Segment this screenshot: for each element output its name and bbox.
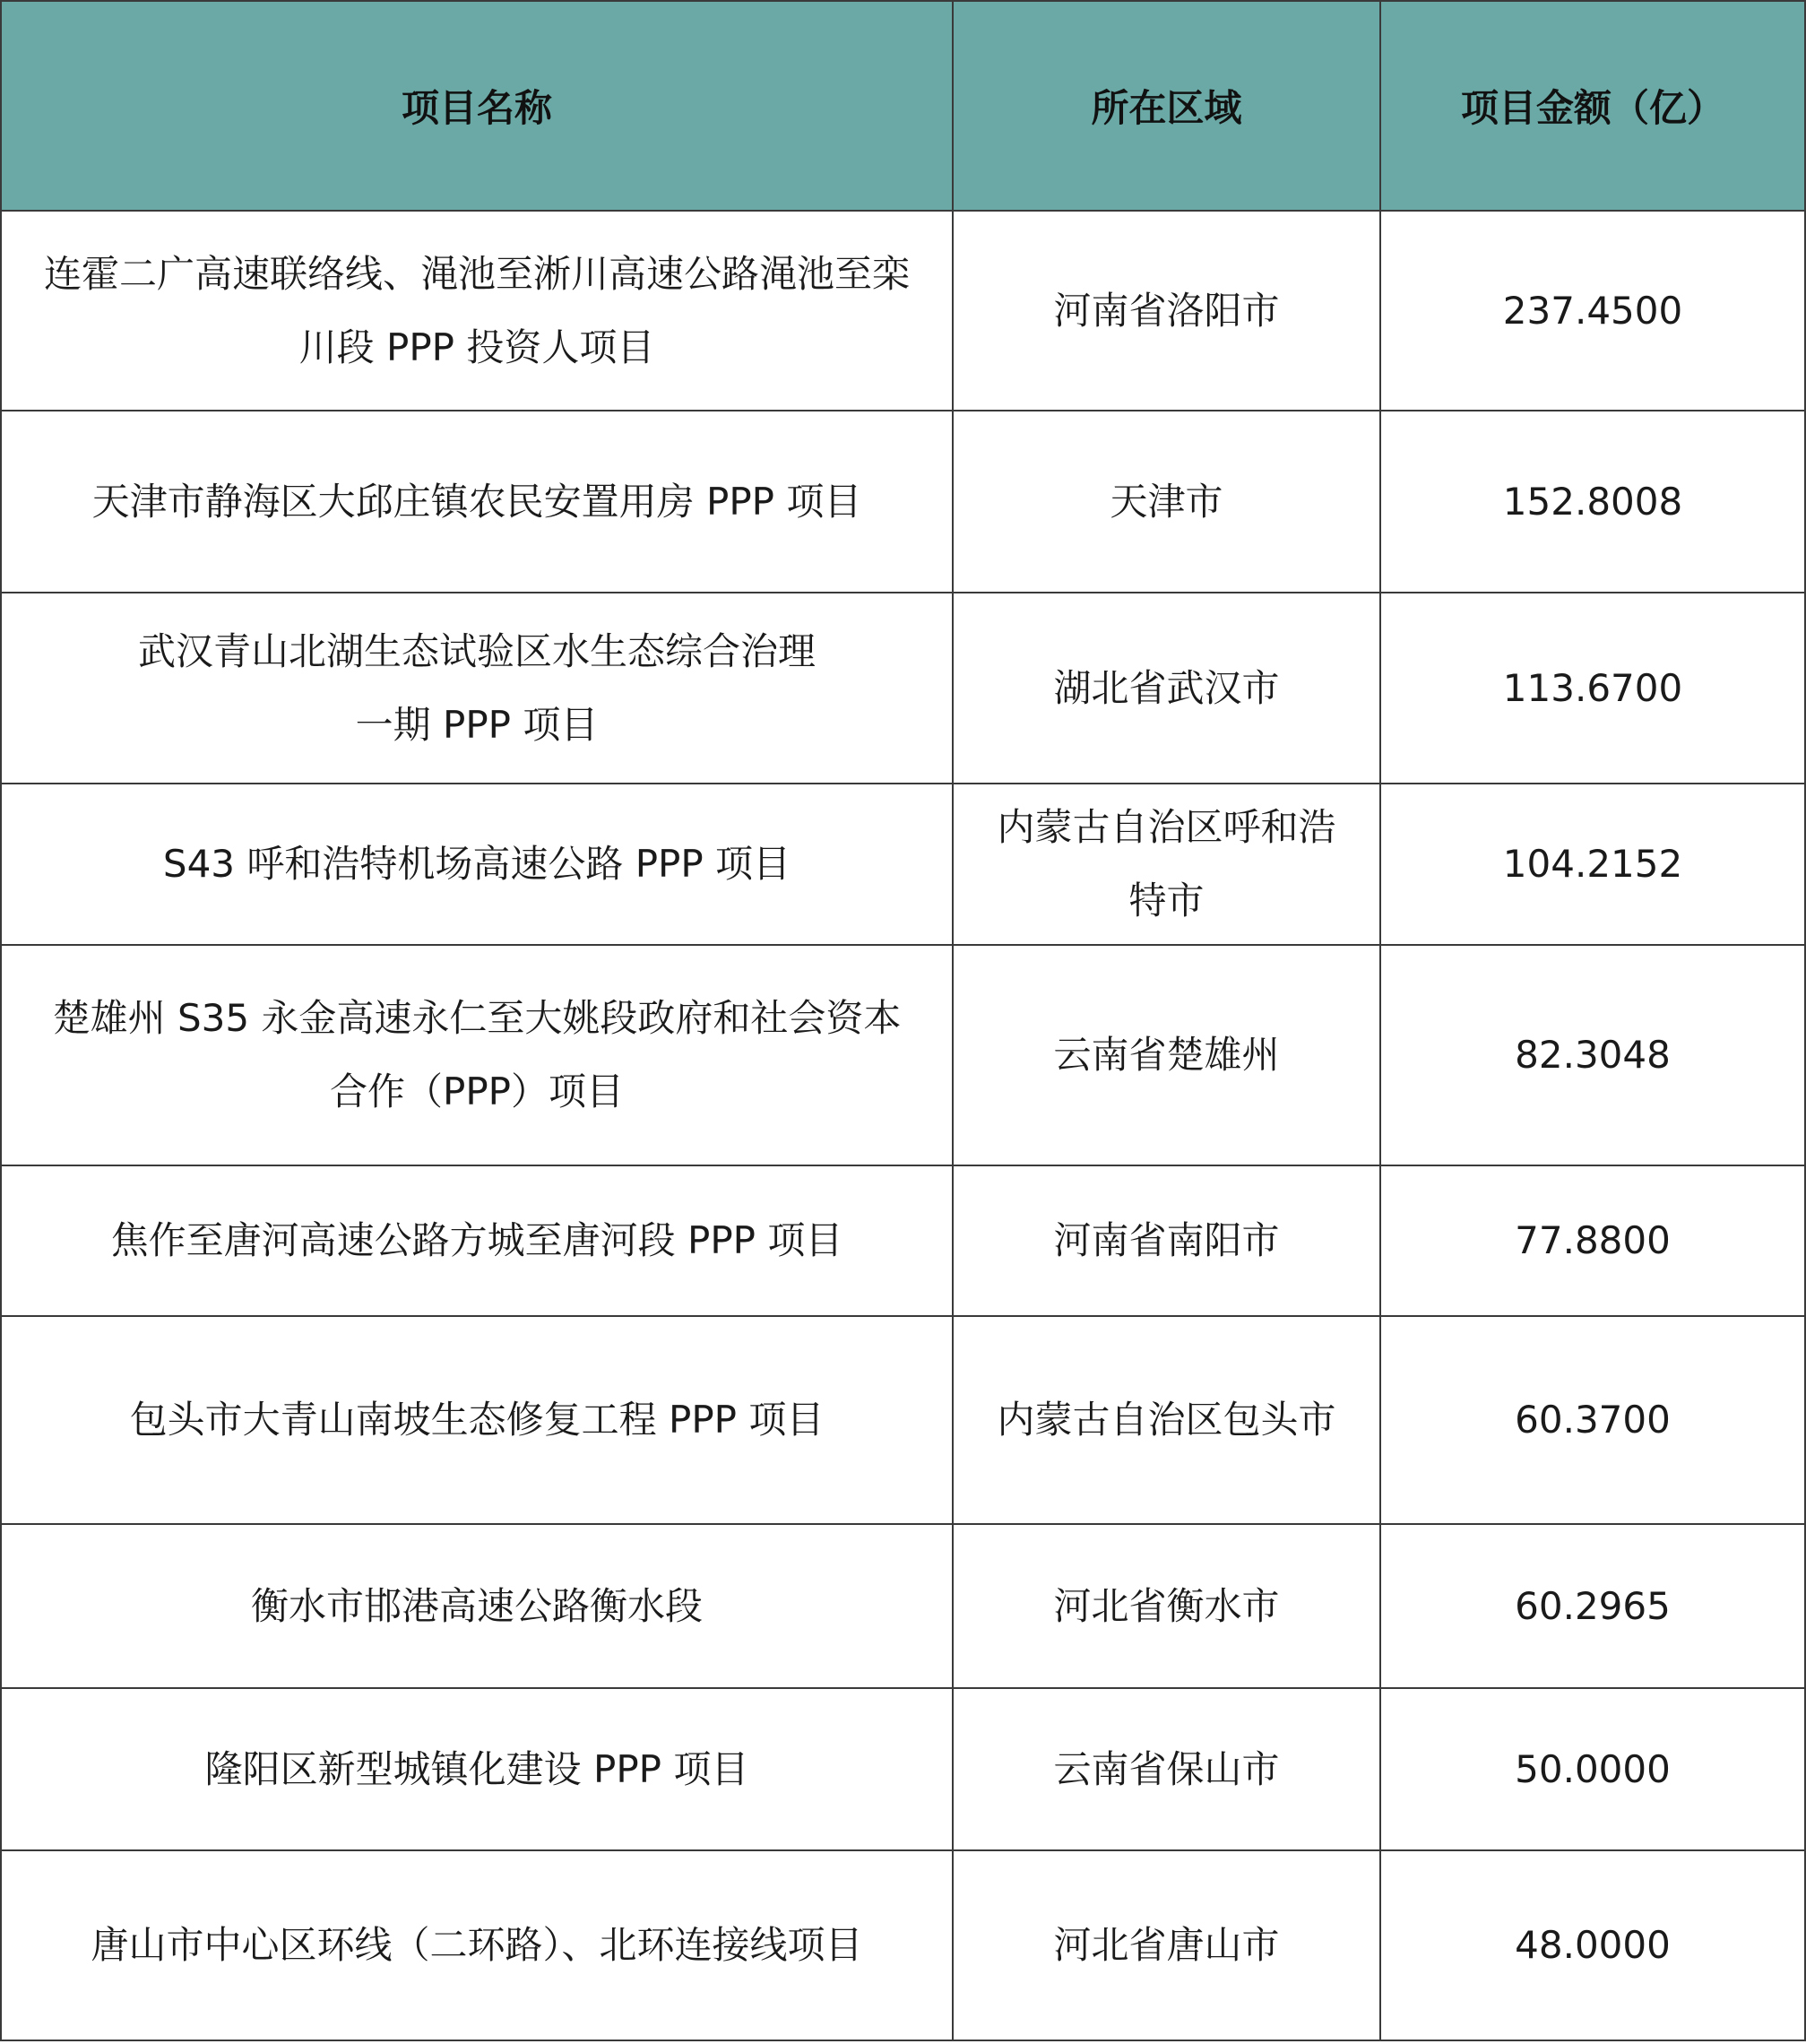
region-cell <box>953 411 1380 593</box>
region-line: 特市 <box>1128 879 1205 922</box>
header-project-name: 项目名称 <box>1 1 953 211</box>
region-cell <box>953 1316 1380 1524</box>
region-line: 湖北省武汉市 <box>1053 665 1280 710</box>
amount-cell: 77.8800 <box>1380 1165 1805 1316</box>
table-row <box>1 1688 1805 1850</box>
table-row <box>1 1316 1805 1524</box>
region-line: 内蒙古自治区呼和浩 <box>997 805 1336 849</box>
region-cell <box>953 1688 1380 1850</box>
project-name-line: 楚雄州 S35 永金高速永仁至大姚段政府和社会资本 <box>52 996 902 1040</box>
region-cell <box>953 945 1380 1165</box>
project-name-line: 天津市静海区大邱庄镇农民安置用房 PPP 项目 <box>91 479 862 524</box>
region-line: 内蒙古自治区包头市 <box>997 1398 1336 1442</box>
header-amount: 项目金额（亿） <box>1380 1 1805 211</box>
project-name-cell <box>1 211 953 411</box>
table-row <box>1 1165 1805 1316</box>
amount-cell: 48.0000 <box>1380 1850 1805 2040</box>
region-cell <box>953 784 1380 945</box>
project-name-cell <box>1 1165 953 1316</box>
region-line: 天津市 <box>1110 479 1223 524</box>
amount-cell: 60.3700 <box>1380 1316 1805 1524</box>
table-row <box>1 1524 1805 1688</box>
region-line: 云南省保山市 <box>1053 1746 1280 1791</box>
region-cell <box>953 1524 1380 1688</box>
header-region: 所在区域 <box>953 1 1380 211</box>
region-cell <box>953 1165 1380 1316</box>
amount-cell: 82.3048 <box>1380 945 1805 1165</box>
header-row <box>1 1 1805 211</box>
table-row <box>1 784 1805 945</box>
region-line: 河北省衡水市 <box>1053 1583 1280 1628</box>
amount-cell: 60.2965 <box>1380 1524 1805 1688</box>
project-name-line: 隆阳区新型城镇化建设 PPP 项目 <box>204 1746 749 1791</box>
amount-cell: 50.0000 <box>1380 1688 1805 1850</box>
project-name-cell <box>1 411 953 593</box>
region-cell <box>953 211 1380 411</box>
project-name-line: 包头市大青山南坡生态修复工程 PPP 项目 <box>129 1398 825 1442</box>
project-name-line: 连霍二广高速联络线、渑池至淅川高速公路渑池至栾 <box>43 251 910 296</box>
project-name-cell <box>1 1524 953 1688</box>
project-name-cell <box>1 1850 953 2040</box>
project-name-line: 衡水市邯港高速公路衡水段 <box>250 1583 703 1628</box>
region-line: 河南省洛阳市 <box>1053 288 1280 333</box>
region-line: 河北省唐山市 <box>1053 1923 1280 1967</box>
amount-cell: 152.8008 <box>1380 411 1805 593</box>
project-name-line: 焦作至唐河高速公路方城至唐河段 PPP 项目 <box>110 1218 843 1262</box>
project-name-line: S43 呼和浩特机场高速公路 PPP 项目 <box>162 842 791 886</box>
region-line: 河南省南阳市 <box>1053 1218 1280 1262</box>
project-name-cell <box>1 593 953 784</box>
table-row <box>1 593 1805 784</box>
project-name-line: 合作（PPP）项目 <box>330 1070 624 1113</box>
project-name-cell <box>1 1316 953 1524</box>
amount-cell: 104.2152 <box>1380 784 1805 945</box>
project-name-cell <box>1 945 953 1165</box>
table-row <box>1 411 1805 593</box>
table-row <box>1 945 1805 1165</box>
project-name-line: 一期 PPP 项目 <box>355 702 599 747</box>
amount-cell: 237.4500 <box>1380 211 1805 411</box>
table-row <box>1 211 1805 411</box>
project-name-cell <box>1 784 953 945</box>
region-cell <box>953 1850 1380 2040</box>
amount-cell: 113.6700 <box>1380 593 1805 784</box>
region-line: 云南省楚雄州 <box>1053 1033 1280 1077</box>
project-name-cell <box>1 1688 953 1850</box>
table-row <box>1 1850 1805 2040</box>
region-cell <box>953 593 1380 784</box>
project-name-line: 唐山市中心区环线（二环路）、北环连接线项目 <box>91 1923 863 1967</box>
project-name-line: 川段 PPP 投资人项目 <box>298 325 655 369</box>
project-name-line: 武汉青山北湖生态试验区水生态综合治理 <box>137 628 816 673</box>
